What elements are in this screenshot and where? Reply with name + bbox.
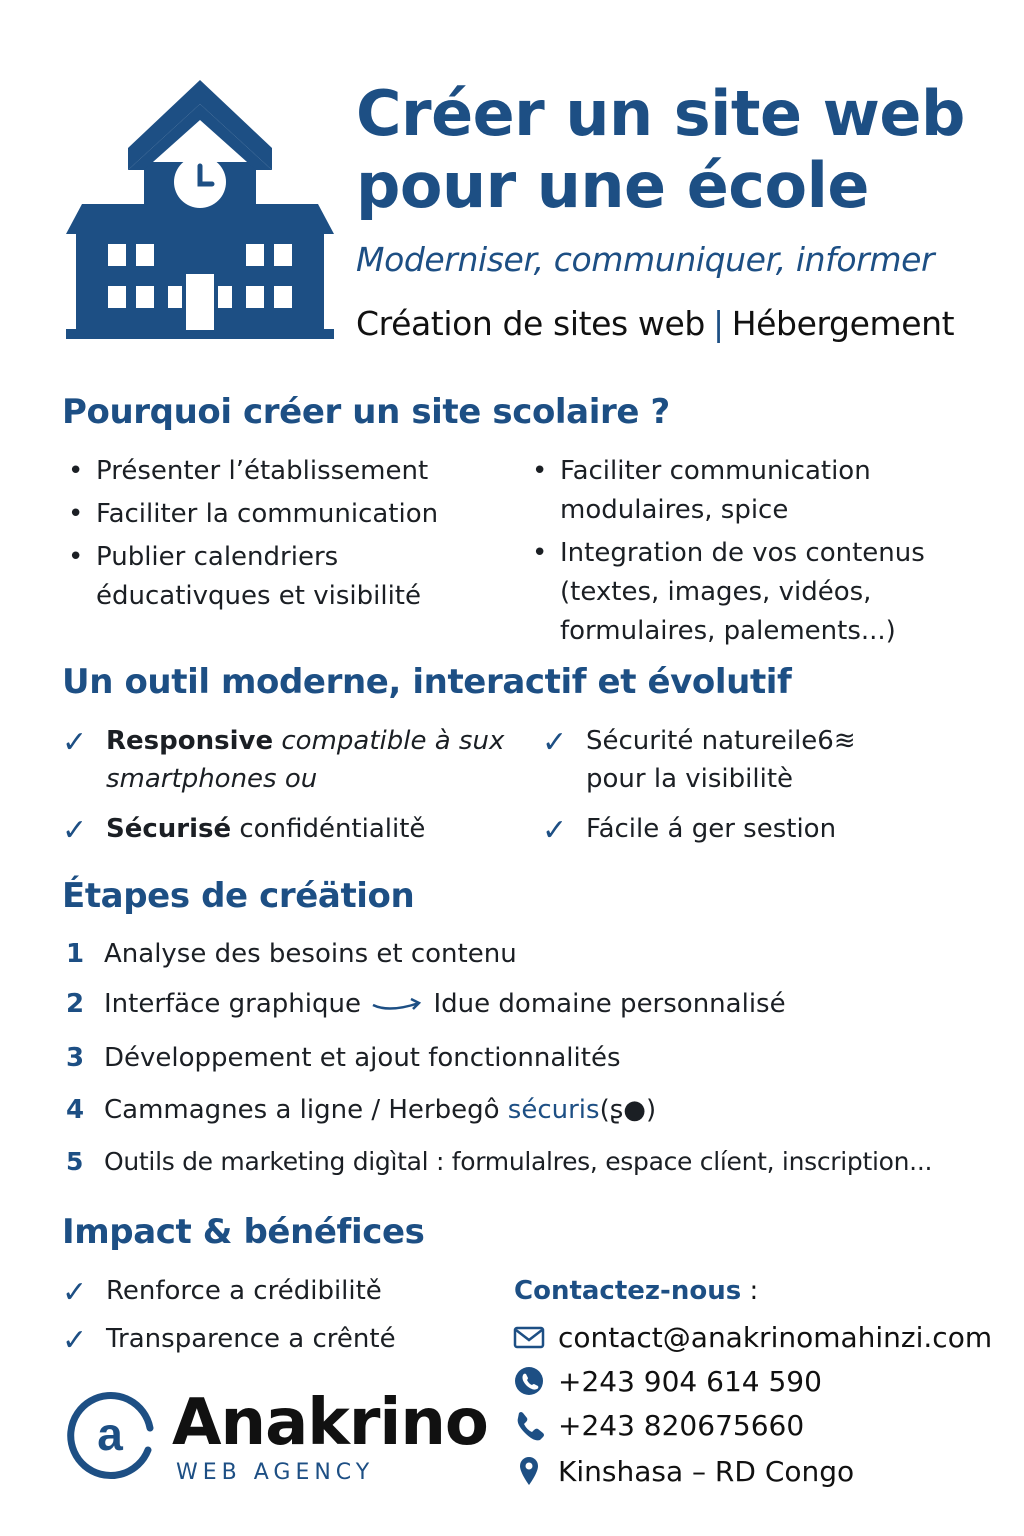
check-icon: ✓ bbox=[62, 813, 88, 848]
feature-label: Responsive bbox=[106, 726, 274, 756]
impact-text: Transparence a crênté bbox=[106, 1324, 396, 1354]
step-highlight: sécuris bbox=[507, 1095, 600, 1125]
service-hosting: Hébergement bbox=[731, 304, 955, 343]
feature-label: Sécurisé bbox=[106, 814, 232, 844]
step-item bbox=[66, 1092, 656, 1128]
check-icon: ✓ bbox=[542, 813, 568, 848]
page-subtitle: Moderniser, communiquer, informer bbox=[356, 240, 935, 279]
mail-icon bbox=[512, 1320, 546, 1354]
email-text[interactable]: contact@anakrinomahinzi.com bbox=[558, 1320, 993, 1354]
contact-colon: : bbox=[741, 1276, 759, 1306]
steps-heading: Étapes de créätion bbox=[62, 876, 415, 916]
feature-text: compatible à sux smartphones ou bbox=[106, 726, 505, 794]
feature-text: confidéntialitě bbox=[231, 814, 426, 844]
step-item bbox=[66, 1144, 932, 1180]
school-building-icon bbox=[62, 74, 338, 342]
step-number: 2 bbox=[66, 989, 85, 1019]
feature-responsive bbox=[62, 722, 512, 798]
check-icon: ✓ bbox=[62, 1323, 88, 1358]
step-item bbox=[66, 936, 517, 972]
feature-secure bbox=[62, 810, 512, 848]
step-text: Analyse des besoins et contenu bbox=[104, 939, 517, 969]
step-text: (ʂ●) bbox=[599, 1095, 657, 1125]
phone-text[interactable]: +243 904 614 590 bbox=[558, 1364, 822, 1398]
tool-heading: Un outil moderne, interactif et évolutif bbox=[62, 662, 792, 702]
feature-easy-management bbox=[542, 810, 922, 848]
step-item bbox=[66, 986, 786, 1022]
step-item bbox=[66, 1040, 620, 1076]
step-text: Idue domaine personnalisé bbox=[425, 989, 786, 1019]
list-item: • Publier calendriers éducativques et visibilité bbox=[62, 538, 482, 616]
step-number: 3 bbox=[66, 1043, 85, 1073]
logo-tagline: WEB AGENCY bbox=[176, 1460, 375, 1485]
list-item: • Faciliter la communication bbox=[62, 495, 482, 534]
link-arrow-icon bbox=[369, 995, 425, 1015]
step-text: Développement et ajout fonctionnalités bbox=[104, 1043, 621, 1073]
impact-heading: Impact & bénéfices bbox=[62, 1212, 425, 1252]
list-item: • Présenter l’établissement bbox=[62, 452, 482, 491]
whatsapp-icon bbox=[512, 1364, 546, 1398]
logo-name: Anakrino bbox=[172, 1386, 488, 1460]
logo-letter: a bbox=[97, 1408, 123, 1460]
step-number: 5 bbox=[66, 1147, 84, 1176]
contact-phone-1[interactable] bbox=[512, 1364, 822, 1398]
impact-item bbox=[62, 1320, 396, 1358]
services-line bbox=[356, 304, 954, 343]
contact-heading bbox=[514, 1276, 758, 1306]
location-pin-icon bbox=[512, 1454, 546, 1488]
feature-security-natural bbox=[542, 722, 922, 798]
phone-icon bbox=[512, 1408, 546, 1442]
contact-location bbox=[512, 1454, 854, 1488]
step-text: Interfäce graphique bbox=[104, 989, 370, 1019]
step-number: 4 bbox=[66, 1095, 85, 1125]
service-web-creation: Création de sites web bbox=[356, 304, 705, 343]
contact-email[interactable] bbox=[512, 1320, 992, 1354]
feature-text: Fácile á ger sestion bbox=[586, 814, 837, 844]
feature-text: Sécurité natureile6≋ pour la visibilitè bbox=[586, 726, 856, 794]
list-item: • Faciliter communication modulaires, spice bbox=[526, 452, 956, 530]
page-title: Créer un site web pour une école bbox=[356, 77, 965, 222]
contact-phone-2[interactable] bbox=[512, 1408, 804, 1442]
services-separator: | bbox=[712, 304, 724, 343]
step-text: Outils de marketing digìtal : formulalres, espace clíent, inscription... bbox=[104, 1147, 933, 1176]
anakrino-logo-icon bbox=[62, 1388, 158, 1484]
step-number: 1 bbox=[66, 939, 85, 969]
impact-item bbox=[62, 1272, 382, 1310]
why-list-left bbox=[62, 452, 482, 620]
step-text: Cammagnes a ligne / Herbegô bbox=[104, 1095, 508, 1125]
check-icon: ✓ bbox=[542, 725, 568, 760]
check-icon: ✓ bbox=[62, 1275, 88, 1310]
why-heading: Pourquoi créer un site scolaire ? bbox=[62, 392, 670, 432]
location-text: Kinshasa – RD Congo bbox=[558, 1454, 855, 1488]
contact-title-text: Contactez-nous bbox=[514, 1276, 742, 1306]
phone-text[interactable]: +243 820675660 bbox=[558, 1408, 805, 1442]
why-list-right bbox=[526, 452, 956, 655]
check-icon: ✓ bbox=[62, 725, 88, 760]
list-item: • Integration de vos contenus (textes, images, vidéos, formulaires, palements...) bbox=[526, 534, 956, 651]
impact-text: Renforce a crédibilitě bbox=[106, 1276, 382, 1306]
